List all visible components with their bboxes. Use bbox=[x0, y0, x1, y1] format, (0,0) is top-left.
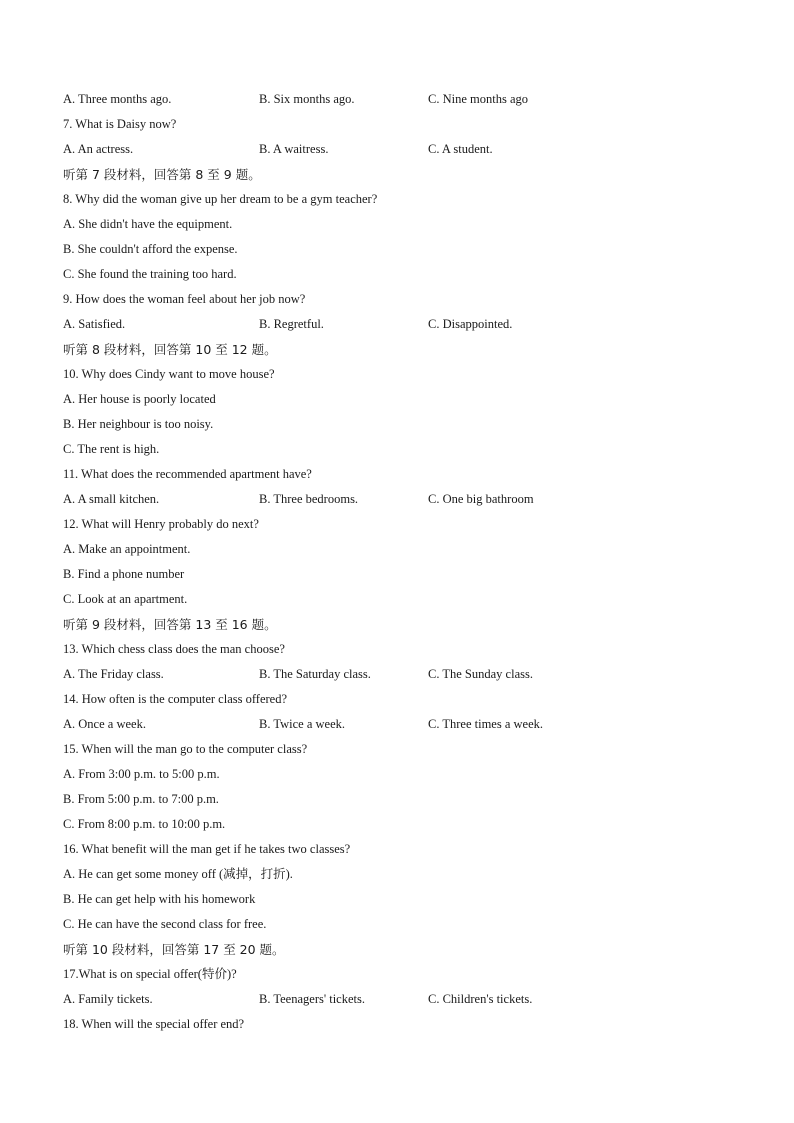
option-c: C. Three times a week. bbox=[428, 717, 544, 731]
option-b: B. Twice a week. bbox=[259, 717, 346, 731]
question-text: 7. What is Daisy now? bbox=[63, 117, 177, 131]
option-b: B. Regretful. bbox=[259, 317, 324, 331]
option-a: A. A small kitchen. bbox=[63, 492, 160, 506]
answer-options-row bbox=[63, 487, 743, 512]
section-instruction: 听第 8 段材料，回答第 10 至 12 题。 bbox=[63, 342, 277, 357]
option-c: C. One big bathroom bbox=[428, 492, 534, 506]
option-b: B. A waitress. bbox=[259, 142, 329, 156]
answer-option: A. She didn't have the equipment. bbox=[63, 217, 233, 231]
question-text: 18. When will the special offer end? bbox=[63, 1017, 245, 1031]
option-c: C. Nine months ago bbox=[428, 92, 528, 106]
option-a: A. Three months ago. bbox=[63, 92, 172, 106]
answer-option: B. From 5:00 p.m. to 7:00 p.m. bbox=[63, 792, 219, 806]
question-text: 8. Why did the woman give up her dream to be a gym teacher? bbox=[63, 192, 378, 206]
answer-option: C. She found the training too hard. bbox=[63, 267, 237, 281]
answer-option: C. He can have the second class for free. bbox=[63, 917, 267, 931]
question-list bbox=[63, 87, 743, 1037]
answer-option: B. She couldn't afford the expense. bbox=[63, 242, 238, 256]
question-text: 13. Which chess class does the man choose? bbox=[63, 642, 285, 656]
answer-option: C. From 8:00 p.m. to 10:00 p.m. bbox=[63, 817, 226, 831]
answer-option: A. He can get some money off (减掉，打折). bbox=[63, 867, 293, 881]
section-instruction: 听第 9 段材料，回答第 13 至 16 题。 bbox=[63, 617, 277, 632]
answer-options-row bbox=[63, 662, 743, 687]
question-text: 15. When will the man go to the computer class? bbox=[63, 742, 308, 756]
answer-option: A. Her house is poorly located bbox=[63, 392, 216, 406]
question-text: 9. How does the woman feel about her job now? bbox=[63, 292, 306, 306]
question-text: 10. Why does Cindy want to move house? bbox=[63, 367, 275, 381]
section-instruction: 听第 7 段材料，回答第 8 至 9 题。 bbox=[63, 167, 261, 182]
question-text: 11. What does the recommended apartment have? bbox=[63, 467, 312, 481]
answer-option: A. Make an appointment. bbox=[63, 542, 191, 556]
option-b: B. Six months ago. bbox=[259, 92, 355, 106]
option-a: A. Satisfied. bbox=[63, 317, 126, 331]
option-a: A. An actress. bbox=[63, 142, 134, 156]
answer-options-row bbox=[63, 87, 743, 112]
answer-option: B. Her neighbour is too noisy. bbox=[63, 417, 214, 431]
option-b: B. Three bedrooms. bbox=[259, 492, 359, 506]
option-b: B. Teenagers' tickets. bbox=[259, 992, 365, 1006]
question-text: 17.What is on special offer(特价)? bbox=[63, 967, 237, 981]
section-instruction: 听第 10 段材料，回答第 17 至 20 题。 bbox=[63, 942, 285, 957]
answer-option: C. The rent is high. bbox=[63, 442, 160, 456]
answer-option: C. Look at an apartment. bbox=[63, 592, 188, 606]
answer-option: B. He can get help with his homework bbox=[63, 892, 256, 906]
option-a: A. Once a week. bbox=[63, 717, 146, 731]
answer-options-row bbox=[63, 137, 743, 162]
option-a: A. Family tickets. bbox=[63, 992, 153, 1006]
option-c: C. A student. bbox=[428, 142, 493, 156]
option-c: C. Children's tickets. bbox=[428, 992, 533, 1006]
question-text: 14. How often is the computer class offered? bbox=[63, 692, 288, 706]
answer-option: A. From 3:00 p.m. to 5:00 p.m. bbox=[63, 767, 220, 781]
answer-options-row bbox=[63, 987, 743, 1012]
answer-options-row bbox=[63, 712, 743, 737]
option-b: B. The Saturday class. bbox=[259, 667, 371, 681]
question-text: 16. What benefit will the man get if he takes two classes? bbox=[63, 842, 351, 856]
option-c: C. Disappointed. bbox=[428, 317, 513, 331]
option-c: C. The Sunday class. bbox=[428, 667, 533, 681]
answer-options-row bbox=[63, 312, 743, 337]
answer-option: B. Find a phone number bbox=[63, 567, 185, 581]
question-text: 12. What will Henry probably do next? bbox=[63, 517, 259, 531]
option-a: A. The Friday class. bbox=[63, 667, 164, 681]
